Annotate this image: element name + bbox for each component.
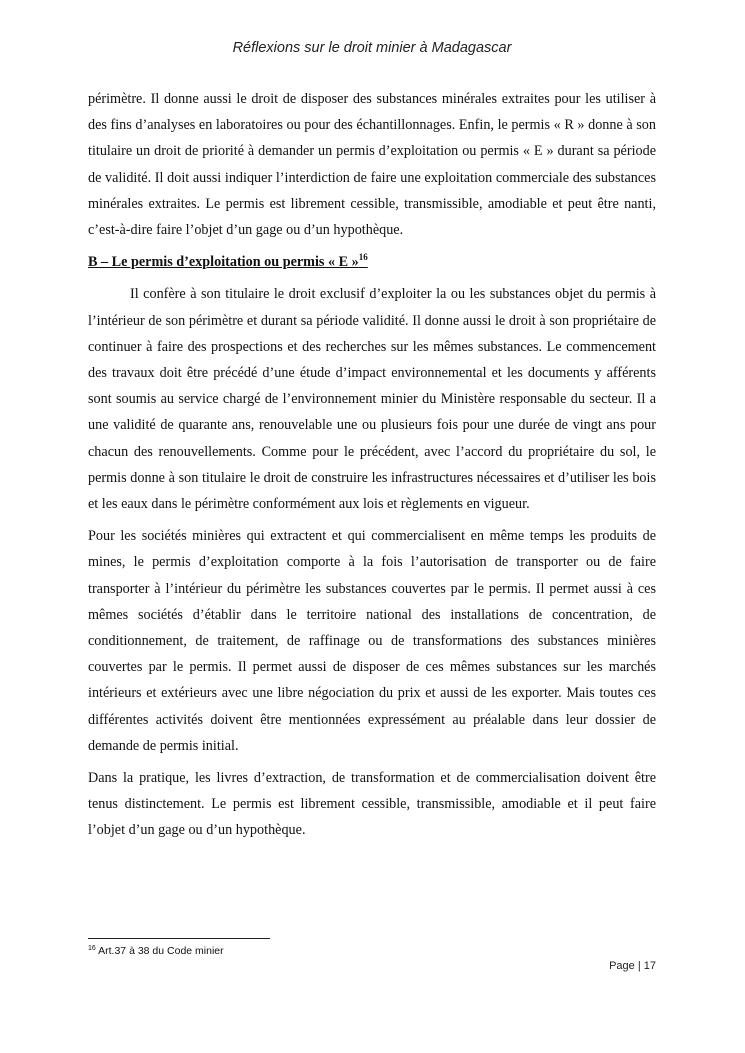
section-heading-text: B – Le permis d’exploitation ou permis « E »	[88, 254, 359, 271]
section-heading	[88, 249, 656, 275]
page-number: Page | 17	[609, 960, 656, 972]
paragraph-3: Pour les sociétés minières qui extractent et qui commercialisent en même temps les produits de mines, le permis d’exploitation comporte à la fois l’autorisation de transporter ou de faire transporter à l’intérieur du périmètre les substances couvertes par le permis. Il permet aussi à ces mêmes sociétés d’établir dans le territoire national des installations de concentration, de conditionnement, de traitement, de raffinage ou de transformations des substances minières couvertes par le permis. Il permet aussi de disposer de ces mêmes substances sur les marchés intérieurs et extérieurs avec une libre négociation du prix et aussi de les exporter. Mais toutes ces différentes activités doivent être mentionnées expressément au préalable dans leur dossier de demande de permis initial.	[88, 528, 656, 754]
body-text	[88, 86, 656, 844]
footnote-reference[interactable]: 16	[358, 252, 368, 263]
footnote-text: Art.37 à 38 du Code minier	[95, 945, 224, 957]
paragraph-2: Il confère à son titulaire le droit exclusif d’exploiter la ou les substances objet du permis à l’intérieur de son périmètre et durant sa période validité. Il donne aussi le droit à son propriétaire de continuer à faire des prospections et des recherches sur les mêmes substances. Le commencement des travaux doit être précédé d’une étude d’impact environnemental et les documents y afférents sont soumis au service chargé de l’environnement minier du Ministère responsable du secteur. Il a une validité de quarante ans, renouvelable une ou plusieurs fois pour une durée de vingt ans pour chacun des renouvellements. Comme pour le précédent, avec l’accord du propriétaire du sol, le permis donne à son titulaire le droit de construire les infrastructures nécessaires et d’utiliser les bois et les eaux dans le périmètre conformément aux lois et règlements en vigueur.	[88, 286, 656, 513]
paragraph-1: périmètre. Il donne aussi le droit de disposer des substances minérales extraites pour les utiliser à des fins d’analyses en laboratoires ou pour des échantillonnages. Enfin, le permis « R » donne à son titulaire un droit de priorité à demander un permis d’exploitation ou permis « E » durant sa période de validité. Il doit aussi indiquer l’interdiction de faire une exploitation commerciale des substances minérales extraites. Le permis est librement cessible, transmissible, amodiable et peut être nanti, c’est-à-dire faire l’objet d’un gage ou d’un hypothèque.	[88, 91, 656, 239]
footnote-number: 16	[88, 945, 96, 952]
running-header: Réflexions sur le droit minier à Madagascar	[232, 40, 512, 56]
footnote-separator	[88, 938, 270, 939]
paragraph-4: Dans la pratique, les livres d’extraction, de transformation et de commercialisation doivent être tenus distinctement. Le permis est librement cessible, transmissible, amodiable et il peut faire l’objet d’un gage ou d’un hypothèque.	[88, 770, 656, 839]
footnote	[88, 945, 224, 957]
